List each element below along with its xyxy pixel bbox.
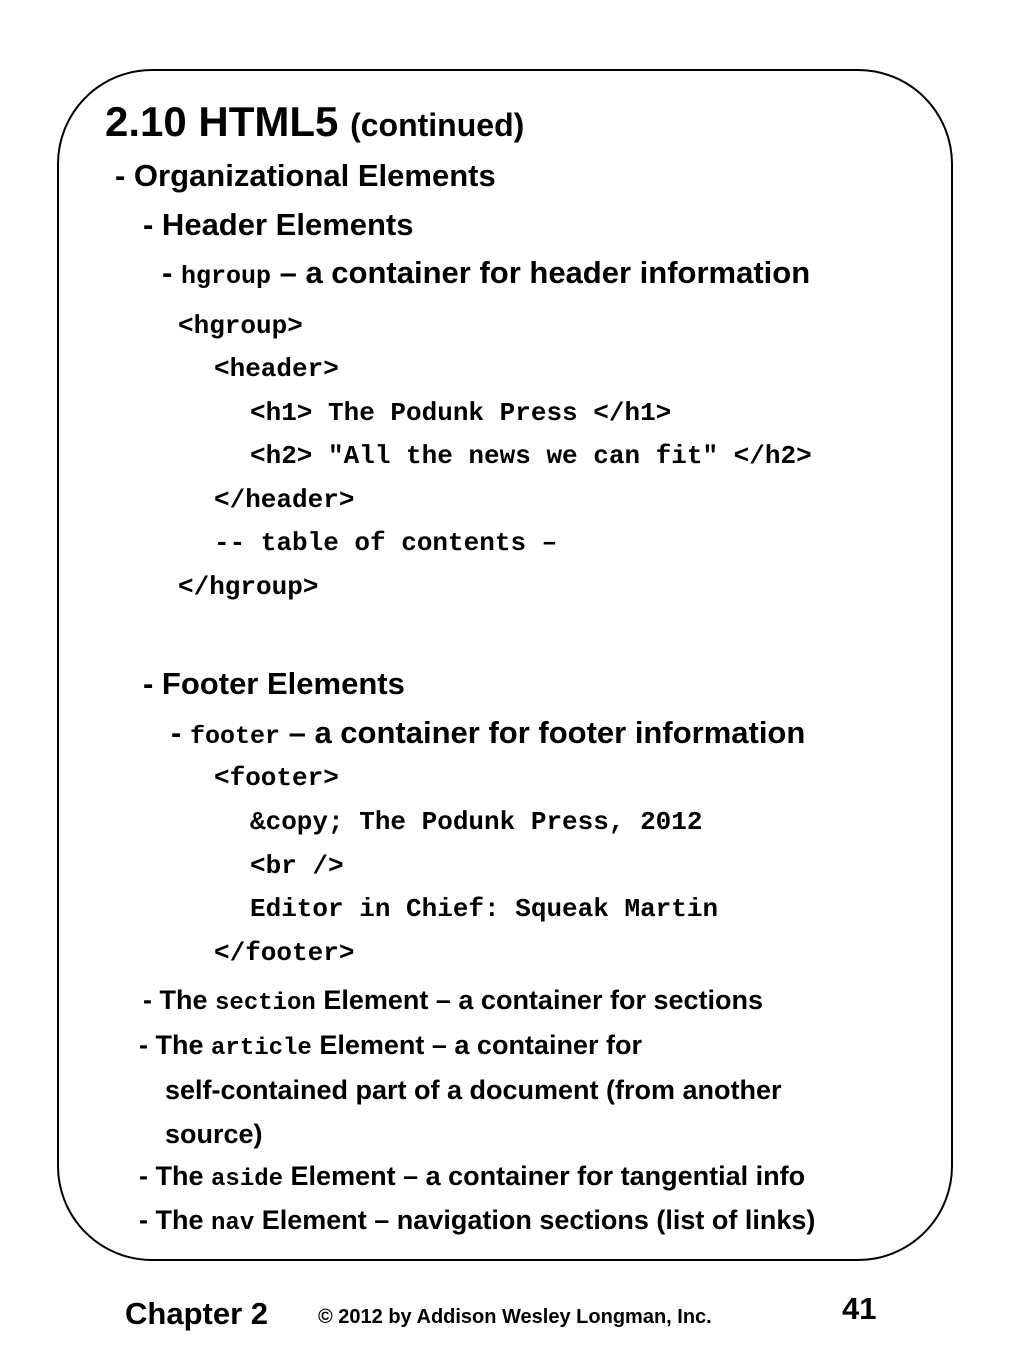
code-section: section <box>215 990 316 1017</box>
hgroup-description <box>162 255 810 291</box>
code-aside: aside <box>211 1166 284 1193</box>
heading-organizational: - Organizational Elements <box>115 158 496 193</box>
code-article: article <box>211 1035 312 1062</box>
code-line: </header> <box>214 485 355 515</box>
heading-header-elements: - Header Elements <box>143 207 414 242</box>
title-main: 2.10 HTML5 <box>105 98 339 145</box>
footer-description <box>171 715 805 751</box>
section-element-item <box>143 985 763 1017</box>
code-line: <header> <box>214 354 339 384</box>
footer-text: – a container for footer information <box>288 715 806 750</box>
item-text: Element – a container for tangential info <box>290 1161 806 1191</box>
code-hgroup: hgroup <box>180 262 271 291</box>
code-line: <h1> The Podunk Press </h1> <box>250 398 672 428</box>
slide-title <box>105 98 524 146</box>
item-text: Element – a container for <box>319 1030 642 1060</box>
hgroup-text: – a container for header information <box>279 255 811 290</box>
bullet-dash: - <box>171 715 182 750</box>
nav-element-item <box>139 1205 815 1237</box>
item-prefix: - The <box>143 985 208 1015</box>
page-number: 41 <box>842 1291 877 1326</box>
footer-chapter: Chapter 2 <box>125 1296 268 1331</box>
code-line: <hgroup> <box>178 311 303 341</box>
code-line: &copy; The Podunk Press, 2012 <box>250 807 703 837</box>
aside-element-item <box>139 1161 805 1193</box>
code-line: Editor in Chief: Squeak Martin <box>250 894 719 924</box>
item-text: Element – a container for sections <box>323 985 763 1015</box>
bullet-dash: - <box>162 255 173 290</box>
code-line: <footer> <box>214 763 339 793</box>
code-line: <h2> ″All the news we can fit″ </h2> <box>250 441 812 471</box>
item-prefix: - The <box>139 1205 204 1235</box>
footer-copyright: © 2012 by Addison Wesley Longman, Inc. <box>318 1306 712 1328</box>
item-prefix: - The <box>139 1030 204 1060</box>
code-line: -- table of contents – <box>214 528 558 558</box>
article-continuation: self-contained part of a document (from another <box>165 1075 782 1105</box>
code-line: </hgroup> <box>178 572 319 602</box>
code-line: <br /> <box>250 851 344 881</box>
item-prefix: - The <box>139 1161 204 1191</box>
article-element-item <box>139 1030 642 1062</box>
code-nav: nav <box>211 1210 255 1237</box>
item-text: Element – navigation sections (list of links) <box>261 1205 816 1235</box>
code-footer: footer <box>189 722 280 751</box>
code-line: </footer> <box>214 938 355 968</box>
title-suffix: (continued) <box>350 107 525 143</box>
article-continuation: source) <box>165 1119 263 1149</box>
heading-footer-elements: - Footer Elements <box>143 666 405 701</box>
